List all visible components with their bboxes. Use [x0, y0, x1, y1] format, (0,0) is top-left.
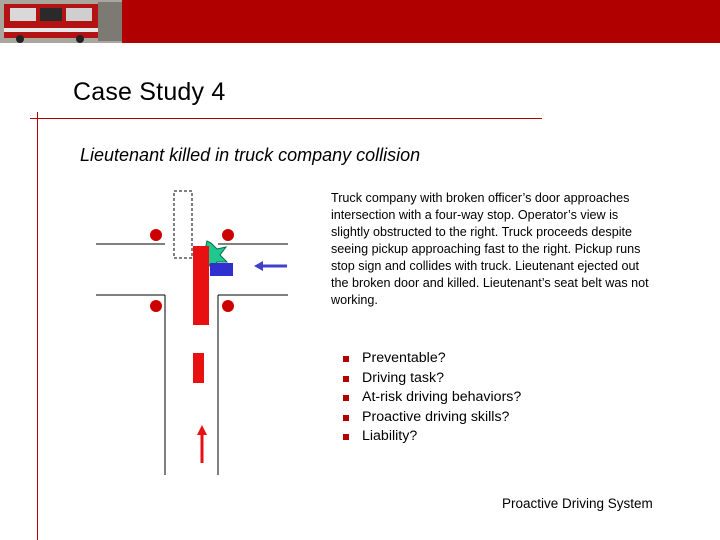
case-description: Truck company with broken officer’s door approaches intersection with a four-way stop. Operator’s view is slightly obstructed to the right. Truck proceeds despite seeing pickup approaching fast to the right. Pickup runs stop sign and collides with truck. Lieutenant ejected out the broken door and killed. Lieutenant’s seat belt was not working. — [331, 191, 649, 307]
broken-door-outline — [174, 191, 192, 258]
intersection-diagram — [90, 185, 300, 475]
slide-title: Case Study 4 — [73, 78, 226, 106]
left-divider — [37, 112, 38, 540]
header-banner — [0, 0, 720, 43]
list-item: Driving task? — [343, 369, 521, 389]
list-item: Liability? — [343, 427, 521, 447]
pickup-icon — [210, 263, 233, 276]
list-item: Proactive driving skills? — [343, 408, 521, 428]
bullet-icon — [343, 434, 349, 440]
bullet-icon — [343, 376, 349, 382]
bullet-icon — [343, 395, 349, 401]
stop-sign-icon — [150, 300, 162, 312]
fire-truck-photo — [0, 0, 122, 43]
bullet-icon — [343, 415, 349, 421]
list-item: Preventable? — [343, 349, 521, 369]
case-subtitle: Lieutenant killed in truck company collision — [80, 145, 421, 165]
footer-label: Proactive Driving System — [502, 496, 653, 511]
bullet-icon — [343, 356, 349, 362]
truck-icon — [193, 246, 209, 325]
stop-sign-icon — [222, 229, 234, 241]
truck-trail-icon — [193, 353, 204, 383]
title-divider — [30, 118, 542, 119]
stop-sign-icon — [222, 300, 234, 312]
direction-arrow-icon — [254, 261, 263, 271]
stop-sign-icon — [150, 229, 162, 241]
discussion-questions — [343, 349, 521, 447]
direction-arrow-icon — [197, 425, 207, 435]
list-item: At-risk driving behaviors? — [343, 388, 521, 408]
